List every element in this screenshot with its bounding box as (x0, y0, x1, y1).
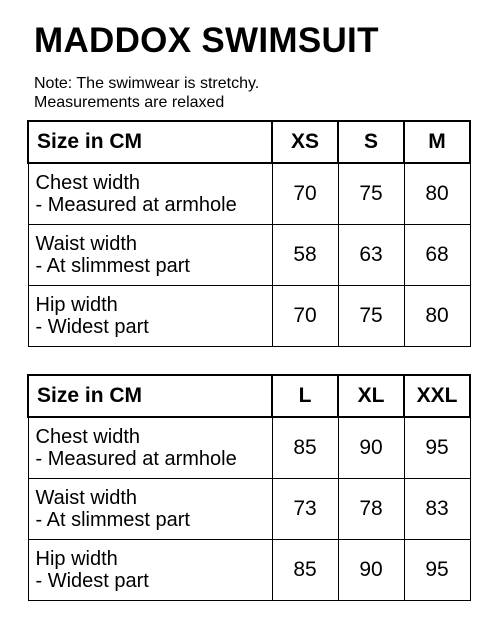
value-cell: 95 (404, 540, 470, 601)
value-cell: 80 (404, 163, 470, 225)
row-label-waist (28, 479, 272, 540)
table-row-hip (28, 540, 470, 601)
measurement-name: Waist width (35, 487, 138, 509)
value-cell: 95 (404, 417, 470, 479)
size-header-xl: XL (338, 375, 404, 417)
note (34, 74, 259, 112)
value-cell: 90 (338, 540, 404, 601)
measurement-detail: - At slimmest part (35, 255, 190, 277)
table-row-waist (28, 479, 470, 540)
note-line-2: Measurements are relaxed (34, 94, 225, 111)
value-cell: 90 (338, 417, 404, 479)
value-cell: 85 (272, 540, 338, 601)
note-line-1: Note: The swimwear is stretchy. (34, 75, 260, 92)
measurement-detail: - Widest part (35, 570, 149, 592)
row-label-chest (28, 163, 272, 225)
value-cell: 83 (404, 479, 470, 540)
size-header-l: L (272, 375, 338, 417)
value-cell: 85 (272, 417, 338, 479)
size-label-header: Size in CM (28, 121, 272, 163)
row-label-hip (28, 286, 272, 347)
size-header-s: S (338, 121, 404, 163)
measurement-name: Chest width (35, 172, 140, 194)
row-label-hip (28, 540, 272, 601)
value-cell: 70 (272, 163, 338, 225)
page-title: MADDOX SWIMSUIT (34, 21, 379, 60)
value-cell: 70 (272, 286, 338, 347)
size-table-xs-s-m (27, 120, 471, 347)
table-header-row (28, 121, 470, 163)
size-table-l-xl-xxl (27, 374, 471, 601)
measurement-detail: - Measured at armhole (35, 194, 237, 216)
table-row-hip (28, 286, 470, 347)
size-header-xxl: XXL (404, 375, 470, 417)
row-label-chest (28, 417, 272, 479)
table-row-chest (28, 417, 470, 479)
value-cell: 78 (338, 479, 404, 540)
measurement-detail: - Measured at armhole (35, 448, 237, 470)
size-label-header: Size in CM (28, 375, 272, 417)
value-cell: 80 (404, 286, 470, 347)
table-row-waist (28, 225, 470, 286)
value-cell: 75 (338, 286, 404, 347)
value-cell: 63 (338, 225, 404, 286)
table-header-row (28, 375, 470, 417)
measurement-name: Chest width (35, 426, 140, 448)
measurement-name: Waist width (35, 233, 138, 255)
measurement-detail: - At slimmest part (35, 509, 190, 531)
measurement-name: Hip width (35, 548, 118, 570)
value-cell: 73 (272, 479, 338, 540)
value-cell: 68 (404, 225, 470, 286)
value-cell: 75 (338, 163, 404, 225)
row-label-waist (28, 225, 272, 286)
measurement-name: Hip width (35, 294, 118, 316)
table-row-chest (28, 163, 470, 225)
value-cell: 58 (272, 225, 338, 286)
measurement-detail: - Widest part (35, 316, 149, 338)
size-header-xs: XS (272, 121, 338, 163)
size-header-m: M (404, 121, 470, 163)
